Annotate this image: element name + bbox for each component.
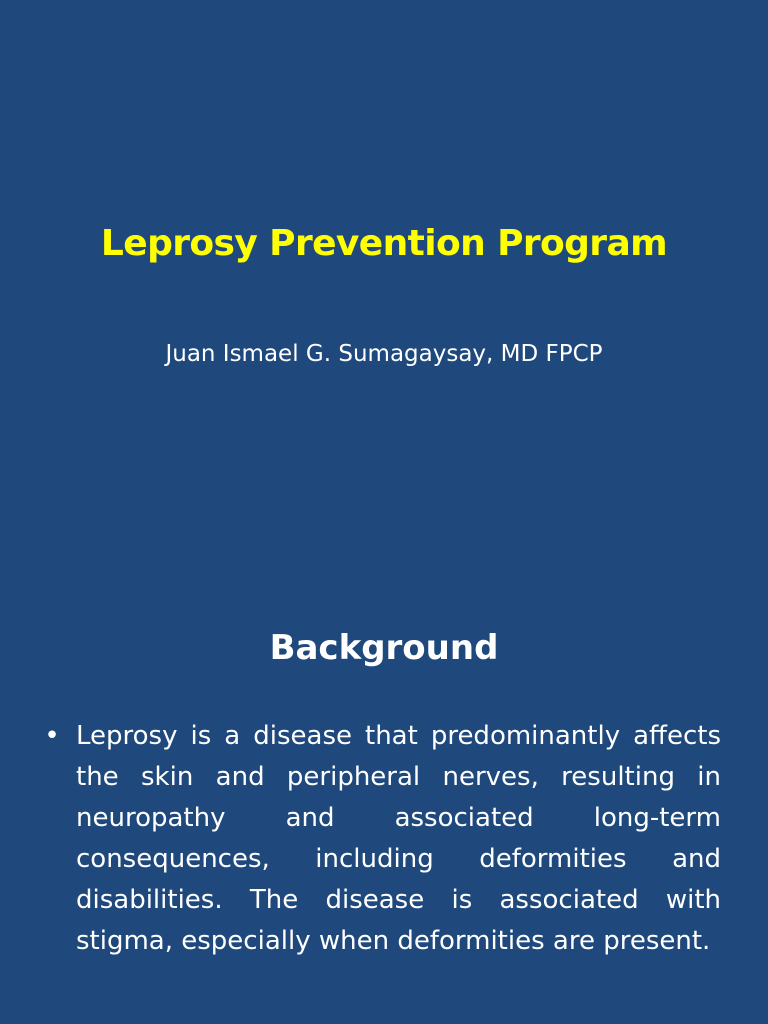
title-slide <box>0 214 768 274</box>
slide-title: Leprosy Prevention Program <box>100 223 668 264</box>
bullet-item <box>0 716 768 962</box>
bullet-text: Leprosy is a disease that predominantly affects the skin and peripheral nerves, resulting in neuropathy and associated long-term consequences, including deformities and disabilities. The disease is associated with stigma, especially when deformities are present. <box>76 721 721 956</box>
bullet-list <box>0 716 768 962</box>
author-subtitle: Juan Ismael G. Sumagaysay, MD FPCP <box>165 341 603 367</box>
background-slide <box>0 620 768 956</box>
section-heading: Background <box>269 628 499 668</box>
bullet-icon: • <box>44 721 60 751</box>
